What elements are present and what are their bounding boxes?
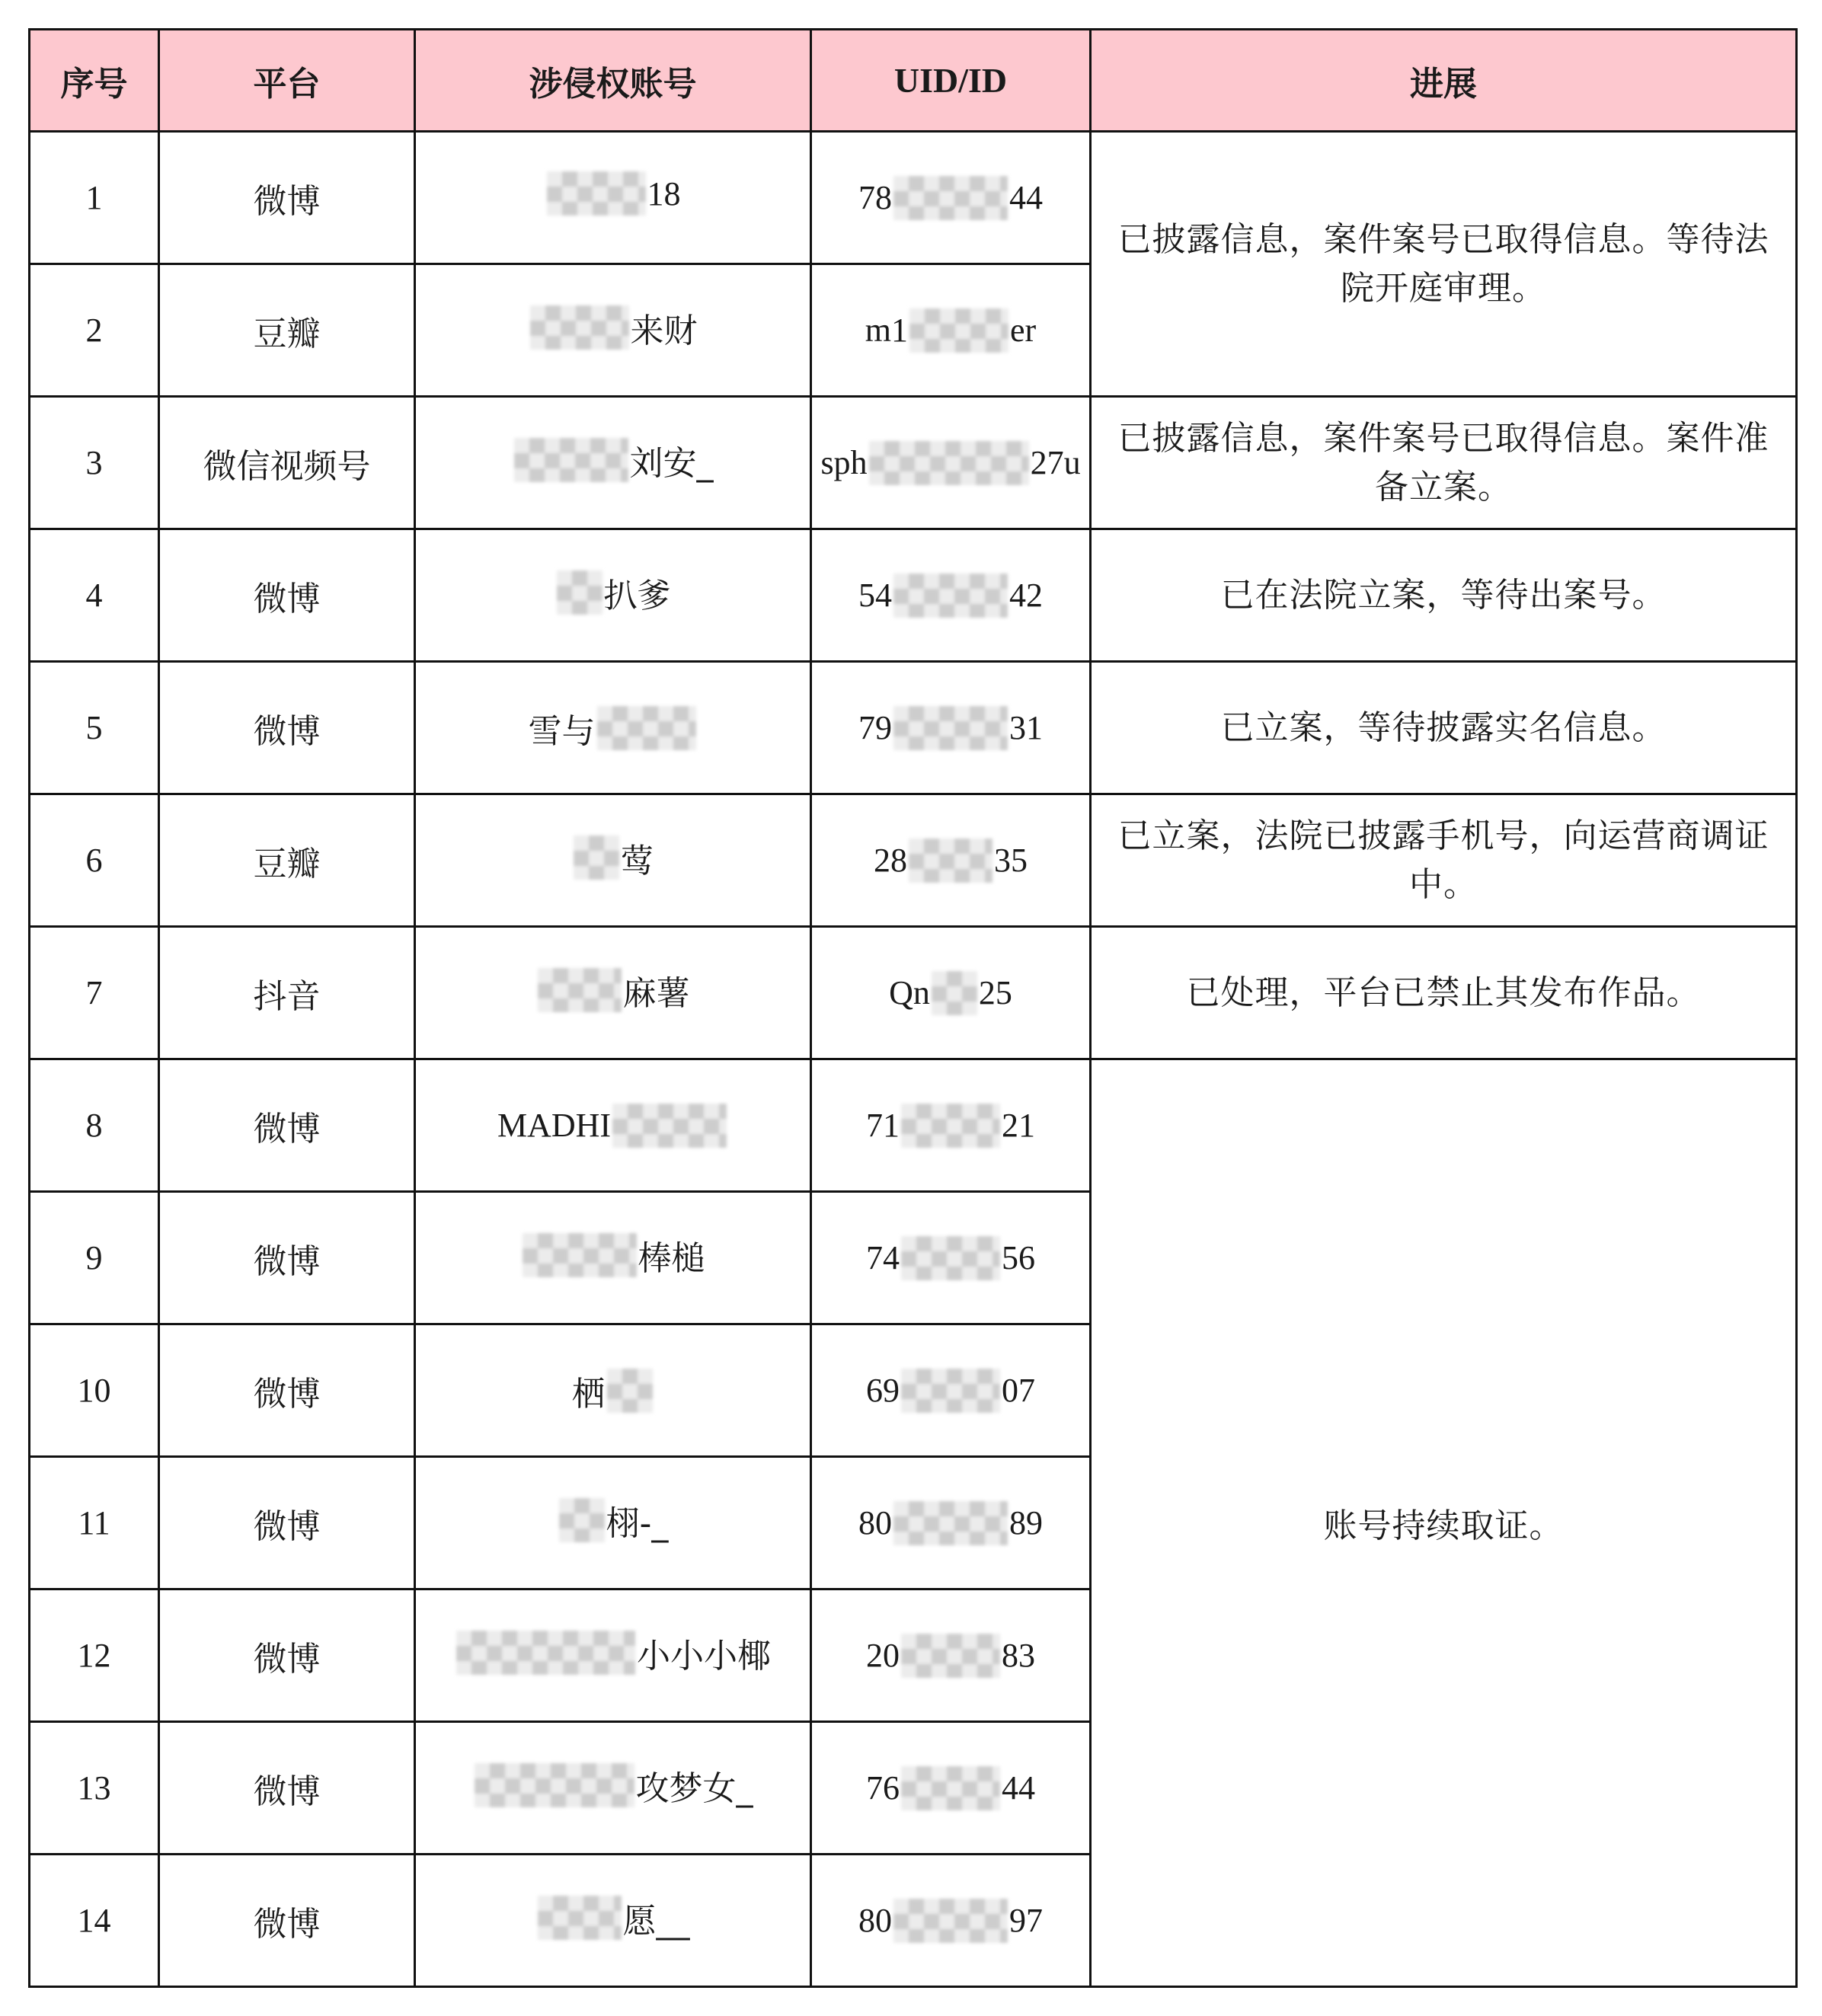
row-account: 刘安_: [415, 397, 811, 529]
row-account: MADHI: [415, 1059, 811, 1192]
table-row: [30, 662, 1797, 794]
redaction-mosaic: [574, 835, 619, 880]
row-index: 1: [30, 132, 159, 264]
row-account: 栖: [415, 1324, 811, 1457]
header-index: 序号: [30, 30, 159, 132]
redaction-mosaic: [559, 1498, 605, 1542]
redaction-mosaic: [901, 1369, 1000, 1413]
row-uid: 76 44: [811, 1722, 1091, 1855]
row-platform: 微博: [159, 132, 415, 264]
row-index: 11: [30, 1457, 159, 1589]
redaction-mosaic: [597, 706, 696, 750]
header-progress: 进展: [1091, 30, 1797, 132]
row-index: 8: [30, 1059, 159, 1192]
row-index: 3: [30, 397, 159, 529]
row-index: 7: [30, 927, 159, 1059]
row-account: 来财: [415, 264, 811, 397]
row-account: 棒槌: [415, 1192, 811, 1324]
row-platform: 微博: [159, 1589, 415, 1722]
redaction-mosaic: [893, 706, 1008, 750]
row-index: 5: [30, 662, 159, 794]
row-uid: 69 07: [811, 1324, 1091, 1457]
redaction-mosaic: [893, 176, 1008, 220]
redaction-mosaic: [456, 1631, 635, 1675]
table-row: [30, 794, 1797, 927]
row-progress: 账号持续取证。: [1091, 1059, 1797, 1987]
row-platform: 微博: [159, 529, 415, 662]
row-platform: 抖音: [159, 927, 415, 1059]
row-index: 2: [30, 264, 159, 397]
infringement-table: [28, 28, 1798, 1988]
redaction-mosaic: [557, 570, 603, 615]
redaction-mosaic: [514, 438, 628, 482]
row-uid: 71 21: [811, 1059, 1091, 1192]
redaction-mosaic: [901, 1104, 1000, 1148]
row-platform: 微博: [159, 1059, 415, 1192]
row-uid: 28 35: [811, 794, 1091, 927]
header-uid: UID/ID: [811, 30, 1091, 132]
redaction-mosaic: [538, 1896, 622, 1940]
row-uid: 80 97: [811, 1855, 1091, 1987]
row-platform: 微博: [159, 1324, 415, 1457]
row-uid: 54 42: [811, 529, 1091, 662]
row-progress: 已立案，等待披露实名信息。: [1091, 662, 1797, 794]
row-platform: 微信视频号: [159, 397, 415, 529]
row-uid: 20 83: [811, 1589, 1091, 1722]
redaction-mosaic: [901, 1634, 1000, 1678]
row-progress: 已在法院立案，等待出案号。: [1091, 529, 1797, 662]
row-index: 9: [30, 1192, 159, 1324]
row-index: 6: [30, 794, 159, 927]
row-index: 4: [30, 529, 159, 662]
row-uid: m1 er: [811, 264, 1091, 397]
row-platform: 微博: [159, 662, 415, 794]
redaction-mosaic: [612, 1104, 727, 1148]
row-index: 10: [30, 1324, 159, 1457]
row-uid: 80 89: [811, 1457, 1091, 1589]
header-account: 涉侵权账号: [415, 30, 811, 132]
row-progress: 已处理，平台已禁止其发布作品。: [1091, 927, 1797, 1059]
table-row: [30, 1059, 1797, 1192]
row-uid: 79 31: [811, 662, 1091, 794]
row-account: 18: [415, 132, 811, 264]
row-progress: 已披露信息，案件案号已取得信息。等待法院开庭审理。: [1091, 132, 1797, 397]
row-uid: sph 27u: [811, 397, 1091, 529]
redaction-mosaic: [893, 1501, 1008, 1545]
row-platform: 微博: [159, 1457, 415, 1589]
row-account: 攻梦女_: [415, 1722, 811, 1855]
row-uid: 74 56: [811, 1192, 1091, 1324]
table-row: [30, 927, 1797, 1059]
redaction-mosaic: [869, 441, 1029, 485]
table-row: [30, 397, 1797, 529]
row-account: 小小小椰: [415, 1589, 811, 1722]
row-uid: Qn 25: [811, 927, 1091, 1059]
row-account: 麻薯: [415, 927, 811, 1059]
redaction-mosaic: [901, 1236, 1000, 1280]
row-account: 莺: [415, 794, 811, 927]
redaction-mosaic: [901, 1766, 1000, 1810]
row-platform: 微博: [159, 1722, 415, 1855]
redaction-mosaic: [893, 573, 1008, 618]
row-progress: 已披露信息，案件案号已取得信息。案件准备立案。: [1091, 397, 1797, 529]
redaction-mosaic: [538, 968, 622, 1012]
row-platform: 豆瓣: [159, 794, 415, 927]
table-row: [30, 529, 1797, 662]
redaction-mosaic: [523, 1233, 637, 1277]
row-progress: 已立案，法院已披露手机号，向运营商调证中。: [1091, 794, 1797, 927]
redaction-mosaic: [475, 1763, 635, 1807]
row-index: 12: [30, 1589, 159, 1722]
row-platform: 微博: [159, 1192, 415, 1324]
header-platform: 平台: [159, 30, 415, 132]
redaction-mosaic: [909, 839, 993, 883]
redaction-mosaic: [607, 1369, 653, 1413]
row-platform: 微博: [159, 1855, 415, 1987]
row-platform: 豆瓣: [159, 264, 415, 397]
row-account: 愿__: [415, 1855, 811, 1987]
row-index: 14: [30, 1855, 159, 1987]
redaction-mosaic: [547, 171, 646, 216]
row-account: 栩-_: [415, 1457, 811, 1589]
redaction-mosaic: [932, 971, 977, 1015]
table-row: [30, 132, 1797, 264]
row-account: 扒爹: [415, 529, 811, 662]
row-account: 雪与: [415, 662, 811, 794]
redaction-mosaic: [909, 308, 1008, 353]
row-uid: 78 44: [811, 132, 1091, 264]
redaction-mosaic: [893, 1899, 1008, 1943]
redaction-mosaic: [530, 305, 629, 350]
row-index: 13: [30, 1722, 159, 1855]
header-row: [30, 30, 1797, 132]
